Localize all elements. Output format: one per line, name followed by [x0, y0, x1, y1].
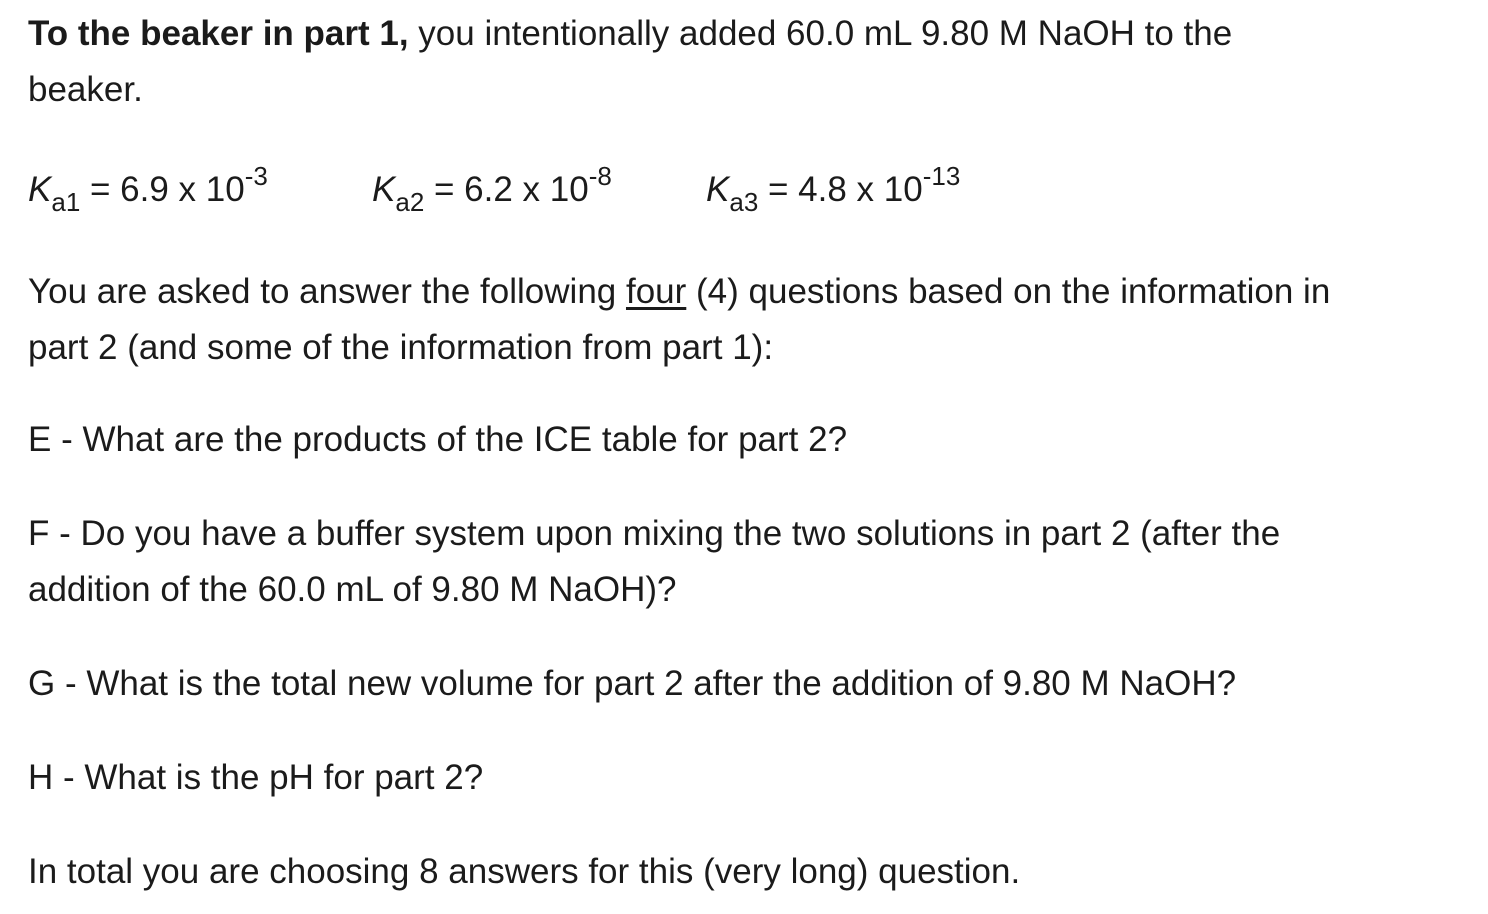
acid-constants-row — [28, 160, 1028, 220]
question-f-line2: addition of the 60.0 mL of 9.80 M NaOH)? — [28, 570, 677, 609]
question-h-text: H - What is the pH for part 2? — [28, 758, 484, 797]
ka1-value: = 6.9 x 10 — [80, 170, 245, 209]
question-f — [28, 506, 1280, 618]
closing-note — [28, 844, 1020, 900]
question-g-text: G - What is the total new volume for part 2 after the addition of 9.80 M NaOH? — [28, 664, 1237, 703]
instructions-line2: part 2 (and some of the information from part 1): — [28, 328, 774, 367]
ka2-symbol: K — [372, 170, 396, 209]
intro-paragraph — [28, 6, 1232, 118]
ka1-exponent: -3 — [244, 161, 268, 191]
ka3-exponent: -13 — [922, 161, 961, 191]
ka2-exponent: -8 — [588, 161, 612, 191]
instructions-line1-after: (4) questions based on the information in — [686, 272, 1331, 311]
ka2-subscript: a2 — [395, 187, 425, 217]
question-g — [28, 656, 1236, 712]
ka1-subscript: a1 — [51, 187, 81, 217]
question-e — [28, 412, 847, 468]
intro-line2: beaker. — [28, 70, 143, 109]
instructions-paragraph — [28, 264, 1330, 376]
question-e-text: E - What are the products of the ICE table for part 2? — [28, 420, 848, 459]
closing-note-text: In total you are choosing 8 answers for this (very long) question. — [28, 852, 1021, 891]
ka3-value: = 4.8 x 10 — [758, 170, 923, 209]
ka3-symbol: K — [706, 170, 730, 209]
ka1-symbol: K — [28, 170, 52, 209]
ka2-constant — [372, 160, 612, 220]
ka3-constant — [706, 160, 960, 220]
ka1-constant — [28, 160, 268, 220]
intro-bold-lead: To the beaker in part 1, — [28, 14, 409, 53]
instructions-underlined-four: four — [625, 272, 687, 311]
question-h — [28, 750, 483, 806]
ka3-subscript: a3 — [729, 187, 759, 217]
intro-line1-rest: you intentionally added 60.0 mL 9.80 M NaOH to the — [408, 14, 1233, 53]
ka2-value: = 6.2 x 10 — [424, 170, 589, 209]
question-f-line1: F - Do you have a buffer system upon mixing the two solutions in part 2 (after the — [28, 514, 1281, 553]
instructions-line1-before: You are asked to answer the following — [28, 272, 626, 311]
